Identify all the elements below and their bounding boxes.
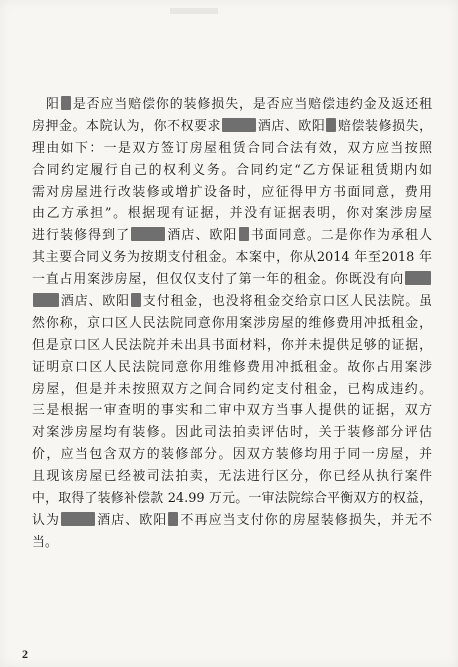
redaction-block [326, 118, 336, 132]
redaction-block [239, 227, 249, 241]
text-line: 对案涉房屋均有装修。因此司法拍卖评估时，关于装修部分评估 [32, 425, 432, 441]
text-line: 价，应当包含双方的装修部分。因双方装修均用于同一房屋，并 [32, 447, 432, 463]
text-line: 进行装修得到了 酒店、欧阳 书面同意。二是你作为承租人 [32, 228, 433, 244]
text-line: 中，取得了装修补偿款 24.99 万元。一审法院综合平衡双方的权益， [32, 491, 432, 507]
text-line: 需对房屋进行改装修或增扩设备时，应征得甲方书面同意，费用 [32, 184, 432, 200]
redaction-block [61, 512, 95, 526]
text-line: 且现该房屋已经被司法拍卖，无法进行区分，你已经从执行案件 [32, 469, 432, 485]
text-line: 三是根据一审查明的事实和二审中双方当事人提供的证据，双方 [32, 403, 432, 419]
text-line: 理由如下：一是双方签订房屋租赁合同合法有效，双方应当按照 [32, 140, 432, 156]
redaction-block [33, 293, 59, 307]
text-line: 房屋，但是并未按照双方之间合同约定支付租金，已构成违约。 [32, 381, 432, 397]
page-number: 2 [22, 647, 28, 661]
text-line: 合同约定履行自己的权利义务。合同约定“乙方保证租赁期内如 [32, 162, 432, 178]
text-line: 房押金。本院认为，你不权要求 酒店、欧阳 赔偿装修损失， [32, 118, 433, 134]
redaction-block [222, 118, 256, 132]
document-body [32, 94, 432, 554]
text-line: 一直占用案涉房屋，但仅仅支付了第一年的租金。你既没有向 [32, 269, 432, 291]
text-line: 证明京口区人民法院同意你用维修费用冲抵租金。故你占用案涉 [32, 359, 432, 375]
redaction-block [405, 271, 431, 285]
text-line: 认为 酒店、欧阳 不再应当支付你的房屋装修损失，并无不 [32, 512, 433, 528]
text-line: 然你称，京口区人民法院同意你用案涉房屋的维修费用冲抵租金， [32, 315, 432, 331]
redaction-block [131, 293, 141, 307]
text-line: 其主要合同义务为按期支付租金。本案中，你从2014 年至2018 年 [32, 250, 432, 266]
redaction-block [61, 96, 71, 110]
redaction-block [131, 227, 165, 241]
text-line: 但是京口区人民法院并未出具书面材料，你并未提供足够的证据， [32, 337, 432, 353]
text-line: 酒店、欧阳 支付租金，也没将租金交给京口区人民法院。虽 [32, 291, 432, 313]
text-line: 由乙方承担”。根据现有证据，并没有证据表明，你对案涉房屋 [32, 206, 432, 222]
scan-artifact [170, 8, 218, 14]
text-line: 阳 是否应当赔偿你的装修损失，是否应当赔偿违约金及返还租 [46, 97, 433, 112]
redaction-block [168, 512, 178, 526]
text-line: 当。 [32, 534, 58, 550]
